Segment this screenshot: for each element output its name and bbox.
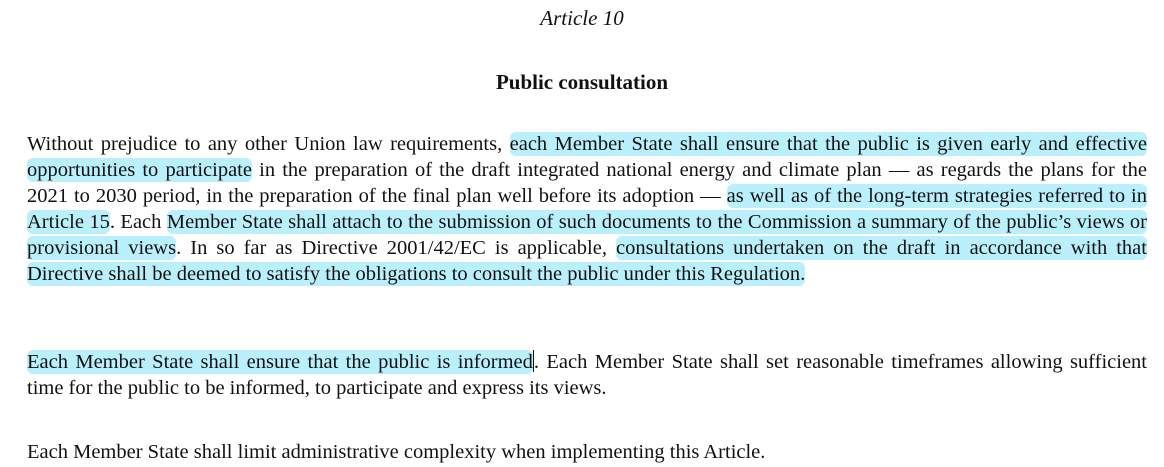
text-run: . In so far as Directive 2001/42/EC is applicable, [176,236,616,259]
highlighted-text[interactable]: each Member State shall ensure that the public is given early and effective opportunities to participate [27,133,1147,181]
text-run: Each Member State shall limit administrative complexity when implementing this Article. [27,441,766,463]
paragraph-2[interactable] [27,350,1147,402]
text-run: Without prejudice to any other Union law requirements, [27,133,510,155]
highlighted-text[interactable]: Each Member State shall ensure that the public is informed [27,351,533,373]
article-title: Public consultation [495,70,669,94]
paragraph-1[interactable] [27,132,1147,287]
highlighted-text[interactable]: as well as of the long-term strategies referred to in Article 15 [27,184,1147,233]
article-number: Article 10 [540,6,624,30]
highlighted-text[interactable]: consultations undertaken on the draft in accordance with that Directive shall be deemed to satisfy the obligations to consult the public under this Regulation. [27,236,1147,285]
highlighted-text[interactable]: Member State shall attach to the submission of such documents to the Commission a summary of the public’s views or provisional views [27,210,1147,259]
paragraph-3[interactable] [27,440,1147,466]
text-run: . Each Member State shall set reasonable timeframes allowing sufficient time for the public to be informed, to participate and express its views. [27,351,1147,399]
text-run: . Each [109,210,167,233]
text-run: in the preparation of the draft integrated national energy and climate plan — as regards the plans for the 2021 to 2030 period, in the preparation of the final plan well before its adoption — [27,158,1147,207]
